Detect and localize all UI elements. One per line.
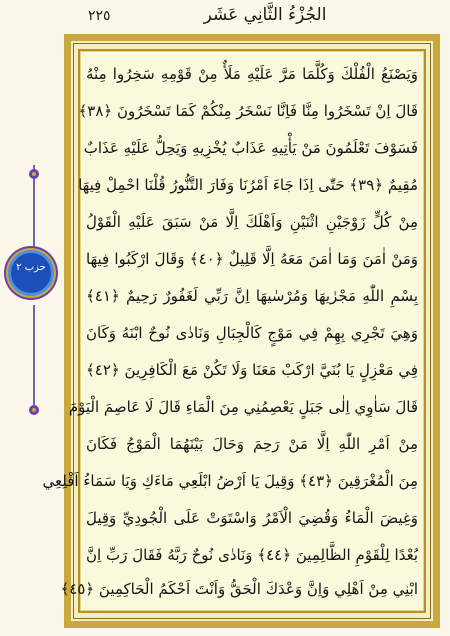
page-number: ٢٢٥ — [88, 8, 111, 24]
hizb-marker — [3, 165, 59, 465]
marker-ornament-bottom-icon — [25, 401, 43, 419]
verse-line-9: فِي مَعْزِلٍ يَا بُنَيَّ ارْكَبْ مَعَنَا وَلَا تَكُنْ مَعَ الْكَافِرِينَ ﴿٤٢﴾ — [86, 361, 418, 379]
juz-header: الجُزْءُ الثَّانِي عَشَر — [203, 5, 327, 25]
verse-line-7: بِسْمِ اللّٰهِ مَجْرٰيهَا وَمُرْسٰيهَا اِنَّ رَبِّي لَغَفُورٌ رَحِيمٌ ﴿٤١﴾ — [86, 287, 418, 305]
verse-line-10: قَالَ سَاٰوِي اِلٰى جَبَلٍ يَعْصِمُنِي مِنَ الْمَاءِ قَالَ لَا عَاصِمَ الْيَوْمَ — [68, 398, 418, 416]
verse-line-8: وَهِيَ تَجْرِي بِهِمْ فِي مَوْجٍ كَالْجِبَالِ وَنَادٰى نُوحٌ ابْنَهُ وَكَانَ — [86, 324, 418, 342]
verse-line-2: قَالَ اِنْ تَسْخَرُوا مِنَّا فَاِنَّا نَسْخَرُ مِنْكُمْ كَمَا تَسْخَرُونَ ﴿٣٨﴾ — [78, 102, 418, 120]
hizb-label: حزب ٢ — [16, 262, 46, 273]
marker-ornament-top-icon — [25, 165, 43, 183]
verse-line-3: فَسَوْفَ تَعْلَمُونَ مَنْ يَأْتِيهِ عَذَابٌ يُخْزِيهِ وَيَحِلُّ عَلَيْهِ عَذَابٌ — [83, 139, 418, 157]
verse-line-1: وَيَصْنَعُ الْفُلْكَ وَكُلَّمَا مَرَّ عَلَيْهِ مَلَأٌ مِنْ قَوْمِهِ سَخِرُوا مِنْهُ — [86, 65, 418, 83]
verse-line-11: مِنْ اَمْرِ اللّٰهِ اِلَّا مَنْ رَحِمَ وَحَالَ بَيْنَهُمَا الْمَوْجُ فَكَانَ — [86, 435, 418, 453]
verse-line-13: وَغِيضَ الْمَاءُ وَقُضِيَ الْاَمْرُ وَاسْتَوَتْ عَلَى الْجُودِيِّ وَقِيلَ — [86, 509, 418, 527]
verse-line-5: مِنْ كُلٍّ زَوْجَيْنِ اثْنَيْنِ وَاَهْلَكَ اِلَّا مَنْ سَبَقَ عَلَيْهِ الْقَوْلُ — [86, 213, 418, 231]
verse-line-6: وَمَنْ اٰمَنَ وَمَا اٰمَنَ مَعَهُ اِلَّا قَلِيلٌ ﴿٤٠﴾ وَقَالَ ارْكَبُوا فِيهَا — [86, 250, 419, 268]
verse-line-4: مُقِيمٌ ﴿٣٩﴾ حَتّٰى اِذَا جَاءَ اَمْرُنَا وَفَارَ التَّنُّورُ قُلْنَا احْمِلْ فِيهَا — [78, 176, 418, 194]
verse-line-14: بُعْدًا لِلْقَوْمِ الظَّالِمِينَ ﴿٤٤﴾ وَنَادٰى نُوحٌ رَبَّهُ فَقَالَ رَبِّ اِنَّ — [86, 546, 418, 564]
verse-line-15: ابْنِي مِنْ اَهْلِي وَاِنَّ وَعْدَكَ الْحَقُّ وَاَنْتَ اَحْكَمُ الْحَاكِمِينَ ﴿٤٥﴾ — [60, 580, 418, 598]
verse-line-12: مِنَ الْمُغْرَقِينَ ﴿٤٣﴾ وَقِيلَ يَا اَرْضُ ابْلَعِي مَاءَكِ وَيَا سَمَاءُ اَقْلِعِي — [42, 472, 418, 490]
verse-text-area — [42, 54, 419, 610]
marker-stem-bottom — [33, 305, 35, 405]
